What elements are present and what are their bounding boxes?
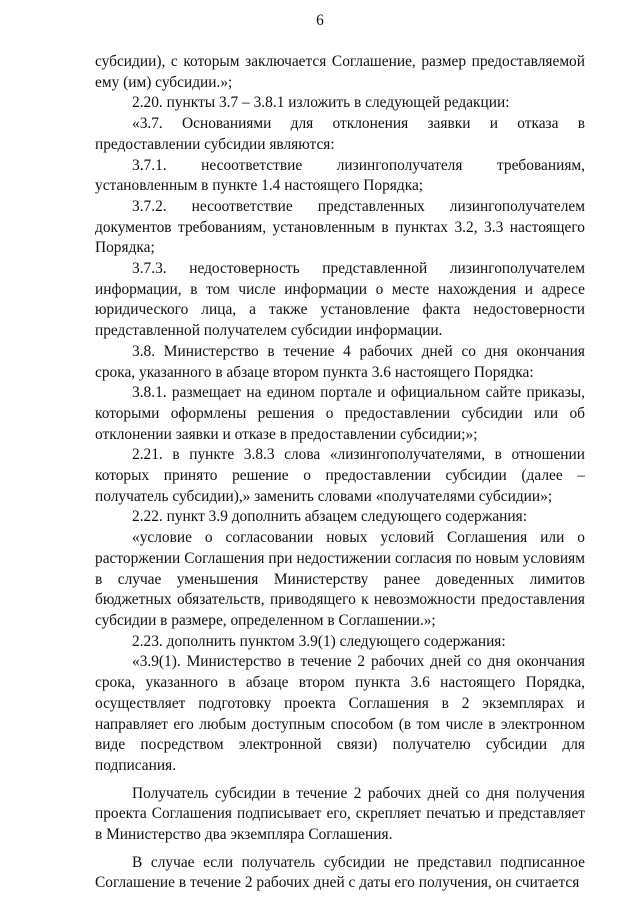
paragraph: «условие о согласовании новых условий Соглашения или о расторжении Соглашения при недостижении согласия по новым условиям в случае уменьшения Министерству ранее доведенных лимитов бюджетных обязательств, приводящего к невозможности предоставления субсидии в размере, определенном в Соглашении.»; xyxy=(95,529,585,629)
document-body xyxy=(95,52,585,894)
paragraph: 3.7.3. недостоверность представленной лизингополучателем информации, в том числе информации о месте нахождения и адресе юридического лица, а также установление факта недостоверности представленной получателем субсидии информации. xyxy=(95,260,585,340)
paragraph: В случае если получатель субсидии не представил подписанное Соглашение в течение 2 рабочих дней с даты его получения, он считается xyxy=(95,853,585,892)
paragraph: «3.9(1). Министерство в течение 2 рабочих дней со дня окончания срока, указанного в абзаце втором пункта 3.6 настоящего Порядка, осуществляет подготовку проекта Соглашения в 2 экземплярах и направляет его любым доступным способом (в том числе в электронном виде посредством электронной связи) получателю субсидии для подписания. xyxy=(95,653,585,774)
paragraph: 3.8. Министерство в течение 4 рабочих дней со дня окончания срока, указанного в абзаце втором пункта 3.6 настоящего Порядка: xyxy=(95,342,585,381)
paragraph: 2.23. дополнить пунктом 3.9(1) следующего содержания: xyxy=(132,632,506,650)
paragraph: 2.21. в пункте 3.8.3 слова «лизингополучателями, в отношении которых принято решение о предоставлении субсидии (далее – получатель субсидии),» заменить словами «получателями субсидии»; xyxy=(95,446,585,505)
paragraph: 3.7.1. несоответствие лизингополучателя требованиям, установленным в пункте 1.4 настоящего Порядка; xyxy=(95,156,585,195)
paragraph: «3.7. Основаниями для отклонения заявки и отказа в предоставлении субсидии являются: xyxy=(95,115,585,153)
paragraph: 2.22. пункт 3.9 дополнить абзацем следующего содержания: xyxy=(132,508,528,526)
paragraph: 3.8.1. размещает на едином портале и официальном сайте приказы, которыми оформлены решения о предоставлении субсидии или об отклонении заявки и отказе в предоставлении субсидии;»; xyxy=(95,384,585,443)
paragraph: 2.20. пункты 3.7 – 3.8.1 изложить в следующей редакции: xyxy=(132,94,510,112)
page-number: 6 xyxy=(316,12,324,29)
paragraph: Получатель субсидии в течение 2 рабочих дней со дня получения проекта Соглашения подписывает его, скрепляет печатью и представляет в Министерство два экземпляра Соглашения. xyxy=(95,784,585,844)
paragraph: субсидии), с которым заключается Соглашение, размер предоставляемой ему (им) субсидии.»; xyxy=(95,53,585,91)
paragraph: 3.7.2. несоответствие представленных лизингополучателем документов требованиям, установленным в пунктах 3.2, 3.3 настоящего Порядка; xyxy=(95,197,585,257)
